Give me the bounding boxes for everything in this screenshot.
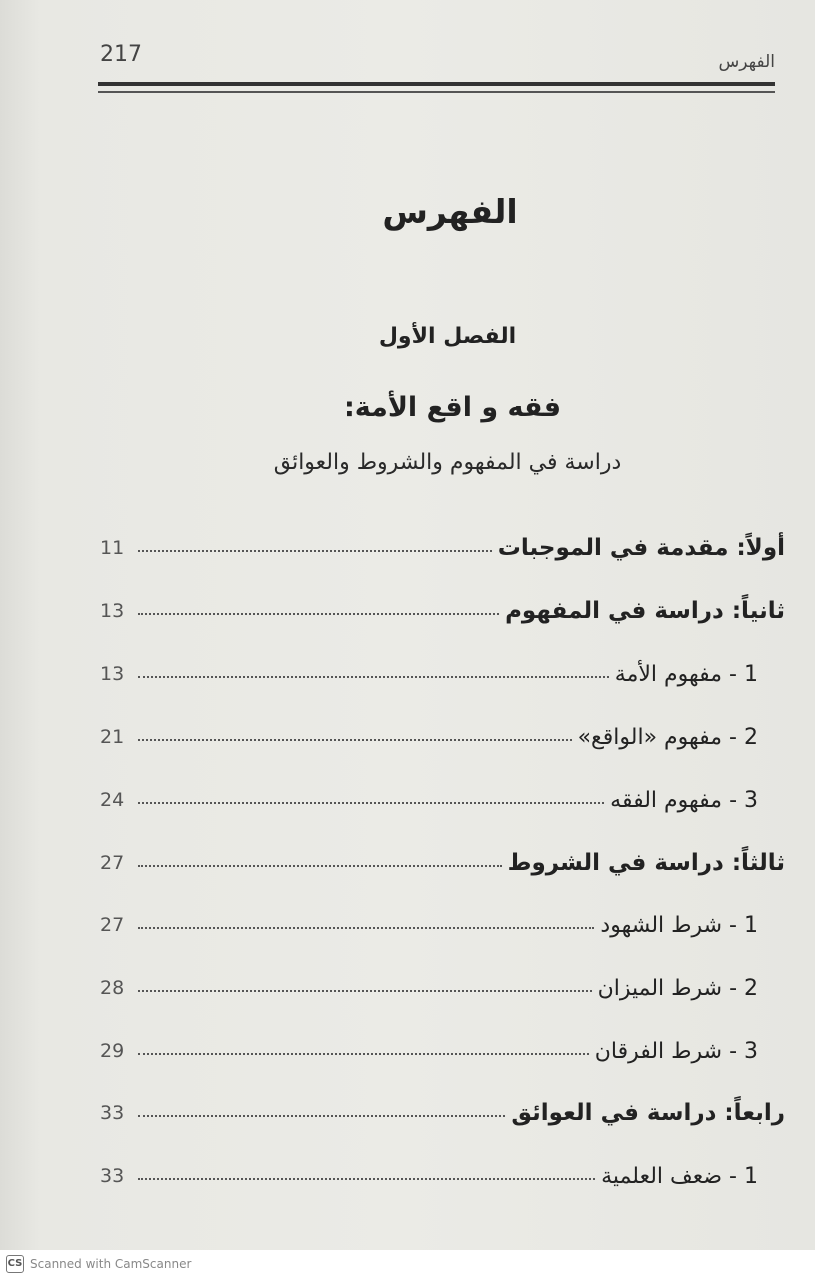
toc-page-number: 28 <box>100 977 125 999</box>
index-title: الفهرس <box>382 192 518 231</box>
toc-entry-label: 3 - مفهوم الفقه <box>610 788 758 813</box>
scanner-watermark-bar <box>0 1250 815 1280</box>
toc-entry[interactable] <box>100 832 785 876</box>
toc-entry[interactable] <box>100 1082 785 1126</box>
dot-leader <box>138 927 594 929</box>
running-page-number: 217 <box>100 42 142 67</box>
toc-entry[interactable] <box>100 706 758 750</box>
toc-page-number: 13 <box>100 600 125 622</box>
dot-leader <box>138 990 592 992</box>
dot-leader <box>138 1115 505 1117</box>
chapter-subtitle: فقه و اقع الأمة: <box>343 392 562 423</box>
toc-entry-label: 1 - مفهوم الأمة <box>614 662 758 687</box>
dot-leader <box>138 865 502 867</box>
dot-leader <box>138 1053 589 1055</box>
scanner-watermark-text: Scanned with CamScanner <box>30 1257 192 1271</box>
dot-leader <box>138 1178 595 1180</box>
dot-leader <box>138 676 609 678</box>
toc-entry-label: ثالثاً: دراسة في الشروط <box>507 850 785 876</box>
toc-page-number: 33 <box>100 1102 125 1124</box>
toc-page-number: 27 <box>100 914 125 936</box>
toc-entry[interactable] <box>100 1020 758 1064</box>
toc-entry[interactable] <box>100 643 758 687</box>
toc-entry-label: 2 - مفهوم «الواقع» <box>577 725 758 750</box>
dot-leader <box>138 550 492 552</box>
running-title: الفهرس <box>718 52 775 72</box>
toc-entry-label: أولاً: مقدمة في الموجبات <box>497 535 785 561</box>
toc-page-number: 29 <box>100 1040 125 1062</box>
toc-entry[interactable] <box>100 580 785 624</box>
toc-entry[interactable] <box>100 517 785 561</box>
chapter-title: الفصل الأول <box>378 324 517 349</box>
toc-entry[interactable] <box>100 957 758 1001</box>
toc-page-number: 11 <box>100 537 125 559</box>
toc-entry-label: 1 - ضعف العلمية <box>601 1164 758 1189</box>
camscanner-icon: CS <box>6 1255 24 1273</box>
toc-entry-label: 1 - شرط الشهود <box>600 913 758 938</box>
toc-page-number: 27 <box>100 852 125 874</box>
toc-entry[interactable] <box>100 769 758 813</box>
dot-leader <box>138 802 604 804</box>
chapter-description: دراسة في المفهوم والشروط والعوائق <box>273 450 622 475</box>
toc-entry-label: ثانياً: دراسة في المفهوم <box>505 598 785 624</box>
toc-entry-label: 2 - شرط الميزان <box>597 976 758 1001</box>
toc-entry-label: 3 - شرط الفرقان <box>594 1039 758 1064</box>
toc-entry[interactable] <box>100 1145 758 1189</box>
dot-leader <box>138 739 572 741</box>
toc-page-number: 33 <box>100 1165 125 1187</box>
toc-page-number: 24 <box>100 789 125 811</box>
toc-page-number: 13 <box>100 663 125 685</box>
toc-entry-label: رابعاً: دراسة في العوائق <box>511 1100 785 1126</box>
toc-entry[interactable] <box>100 894 758 938</box>
toc-page-number: 21 <box>100 726 125 748</box>
dot-leader <box>138 613 499 615</box>
